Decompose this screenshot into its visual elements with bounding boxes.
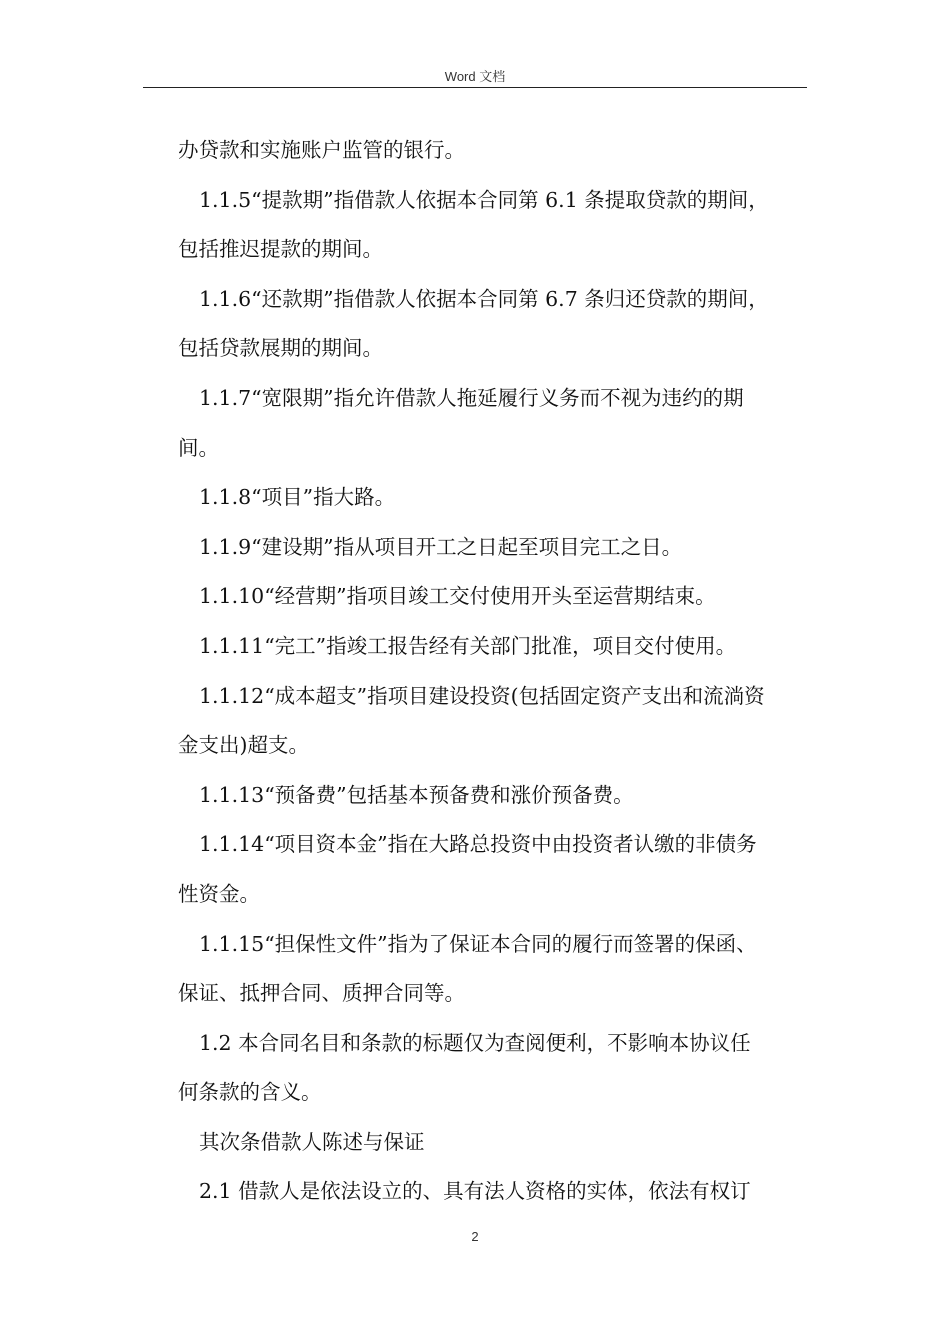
document-body [178,126,808,1217]
page-header: Word 文档 [444,69,506,84]
paragraph-line: 1.1.11“完工”指竣工报告经有关部门批准，项目交付使用。 [199,633,737,658]
paragraph-line: 1.1.5“提款期”指借款人依据本合同第 6.1 条提取贷款的期间， [199,187,769,212]
paragraph-line: 性资金。 [178,881,260,906]
paragraph-line: 1.1.15“担保性文件”指为了保证本合同的履行而签署的保函、 [199,931,757,956]
paragraph-line: 办贷款和实施账户监管的银行。 [178,138,465,162]
paragraph-line: 1.1.14“项目资本金”指在大路总投资中由投资者认缴的非债务 [199,832,757,857]
header-divider [143,87,807,88]
paragraph-line: 金支出)超支。 [178,733,309,758]
paragraph-line: 2.1 借款人是依法设立的、具有法人资格的实体，依法有权订 [199,1179,751,1204]
paragraph-line: 1.1.12“成本超支”指项目建设投资(包括固定资产支出和流淌资 [199,683,765,708]
paragraph-line: 1.1.13“预备费”包括基本预备费和涨价预备费。 [199,782,634,807]
page-number: 2 [471,1229,479,1244]
paragraph-line: 1.1.10“经营期”指项目竣工交付使用开头至运营期结束。 [199,584,716,609]
paragraph-line: 1.1.6“还款期”指借款人依据本合同第 6.7 条归还贷款的期间， [199,286,769,311]
paragraph-line: 包括贷款展期的期间。 [178,336,383,361]
paragraph-line: 何条款的含义。 [178,1080,322,1105]
paragraph-line: 1.1.7“宽限期”指允许借款人拖延履行义务而不视为违约的期 [199,385,744,410]
paragraph-line: 包括推迟提款的期间。 [178,237,383,262]
paragraph-line: 间。 [178,435,219,460]
paragraph-line: 保证、抵押合同、质押合同等。 [178,981,465,1006]
paragraph-line: 1.2 本合同名目和条款的标题仅为查阅便利，不影响本协议任 [199,1030,751,1055]
paragraph-line: 1.1.9“建设期”指从项目开工之日起至项目完工之日。 [199,534,683,559]
section-heading: 其次条借款人陈述与保证 [199,1129,425,1154]
paragraph-line: 1.1.8“项目”指大路。 [199,485,396,510]
